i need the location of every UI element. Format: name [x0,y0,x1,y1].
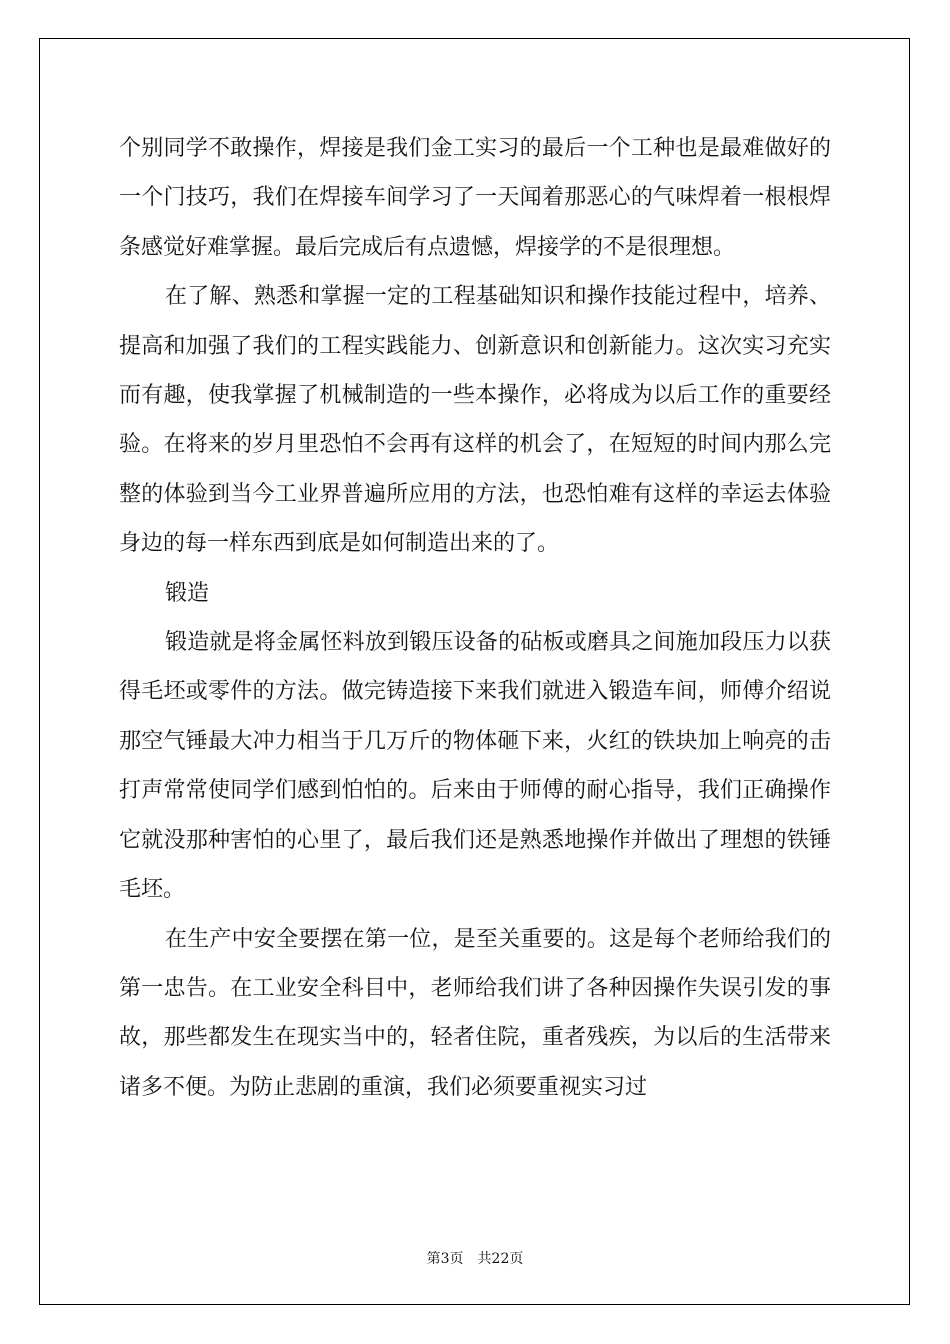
section-heading-forging: 锻造 [165,580,210,606]
document-body [119,124,831,1112]
total-pages: 共22页 [477,1251,524,1267]
paragraph-safety: 在生产中安全要摆在第一位，是至关重要的。这是每个老师给我们的第一忠告。在工业安全科目中，老师给我们讲了各种因操作失误引发的事故，那些都发生在现实当中的，轻者住院，重者残疾，为以后的生活带来诸多不便。为防止悲剧的重演，我们必须要重视实习过 [119,926,831,1100]
paragraph-summary: 在了解、熟悉和掌握一定的工程基础知识和操作技能过程中，培养、提高和加强了我们的工程实践能力、创新意识和创新能力。这次实习充实而有趣，使我掌握了机械制造的一些本操作，必将成为以后工作的重要经验。在将来的岁月里恐怕不会再有这样的机会了，在短短的时间内那么完整的体验到当今工业界普遍所应用的方法，也恐怕难有这样的幸运去体验身边的每一样东西到底是如何制造出来的了。 [119,284,831,557]
paragraph-welding: 个别同学不敢操作，焊接是我们金工实习的最后一个工种也是最难做好的一个门技巧，我们在焊接车间学习了一天闻着那恶心的气味焊着一根根焊条感觉好难掌握。最后完成后有点遗憾，焊接学的不是很理想。 [119,136,831,260]
paragraph-forging: 锻造就是将金属怌料放到锻压设备的砧板或磨具之间施加段压力以获得毛坯或零件的方法。做完铸造接下来我们就进入锻造车间，师傅介绍说那空气锤最大冲力相当于几万斤的物体砸下来，火红的铁块加上响亮的击打声常常使同学们感到怕怕的。后来由于师傅的耐心指导，我们正确操作它就没那种害怕的心里了，最后我们还是熟悉地操作并做出了理想的铁锤毛坯。 [119,630,831,903]
page-footer [0,1248,950,1268]
current-page-number: 第3页 [426,1251,464,1267]
